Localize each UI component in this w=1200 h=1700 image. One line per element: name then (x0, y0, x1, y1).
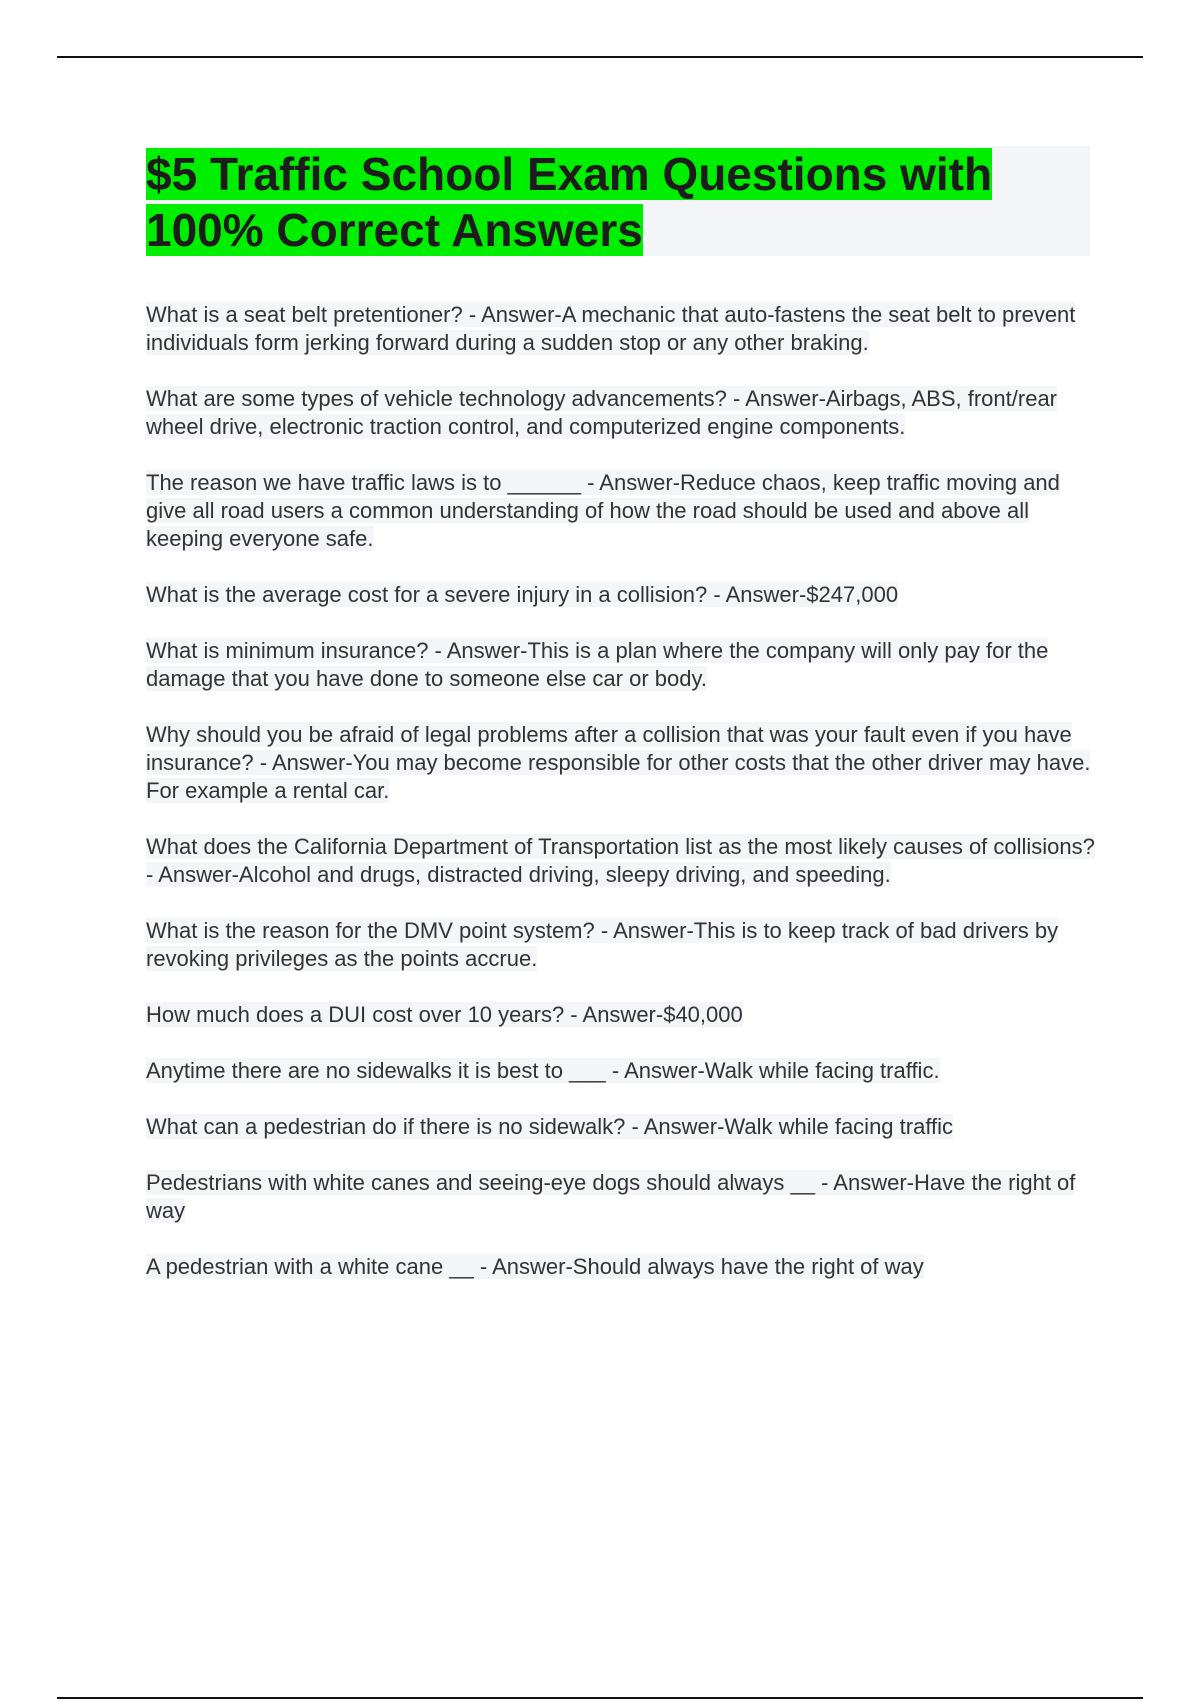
qa-item: What is a seat belt pretentioner? - Answer-A mechanic that auto-fastens the seat belt to prevent individuals form jerking forward during a sudden stop or any other braking. (146, 302, 1076, 355)
title-line-2: 100% Correct Answers (146, 204, 643, 256)
qa-item: What are some types of vehicle technology advancements? - Answer-Airbags, ABS, front/rear wheel drive, electronic traction control, and computerized engine components. (146, 386, 1058, 439)
bottom-rule (57, 1697, 1143, 1699)
title-block (146, 146, 1090, 256)
qa-item: A pedestrian with a white cane __ - Answer-Should always have the right of way (146, 1254, 924, 1279)
top-rule (57, 56, 1143, 58)
qa-item: What does the California Department of Transportation list as the most likely causes of collisions? - Answer-Alcohol and drugs, distracted driving, sleepy driving, and speeding. (146, 834, 1095, 887)
qa-item: How much does a DUI cost over 10 years? - Answer-$40,000 (146, 1002, 743, 1027)
qa-item: The reason we have traffic laws is to ______ - Answer-Reduce chaos, keep traffic moving and give all road users a common understanding of how the road should be used and above all keeping everyone safe. (146, 470, 1060, 551)
qa-item: What is minimum insurance? - Answer-This is a plan where the company will only pay for the damage that you have done to someone else car or body. (146, 638, 1049, 691)
qa-item: What is the reason for the DMV point system? - Answer-This is to keep track of bad drivers by revoking privileges as the points accrue. (146, 918, 1059, 971)
page-title (146, 146, 1090, 258)
qa-item: What can a pedestrian do if there is no sidewalk? - Answer-Walk while facing traffic (146, 1114, 954, 1139)
qa-item: Anytime there are no sidewalks it is best to ___ - Answer-Walk while facing traffic. (146, 1058, 940, 1083)
qa-list (146, 301, 1096, 1309)
qa-item: What is the average cost for a severe injury in a collision? - Answer-$247,000 (146, 582, 899, 607)
title-line-1: $5 Traffic School Exam Questions with (146, 148, 993, 200)
qa-item: Why should you be afraid of legal problems after a collision that was your fault even if you have insurance? - Answer-You may become responsible for other costs that the other driver may have. For example a rental car. (146, 722, 1091, 803)
qa-item: Pedestrians with white canes and seeing-eye dogs should always __ - Answer-Have the right of way (146, 1170, 1076, 1223)
